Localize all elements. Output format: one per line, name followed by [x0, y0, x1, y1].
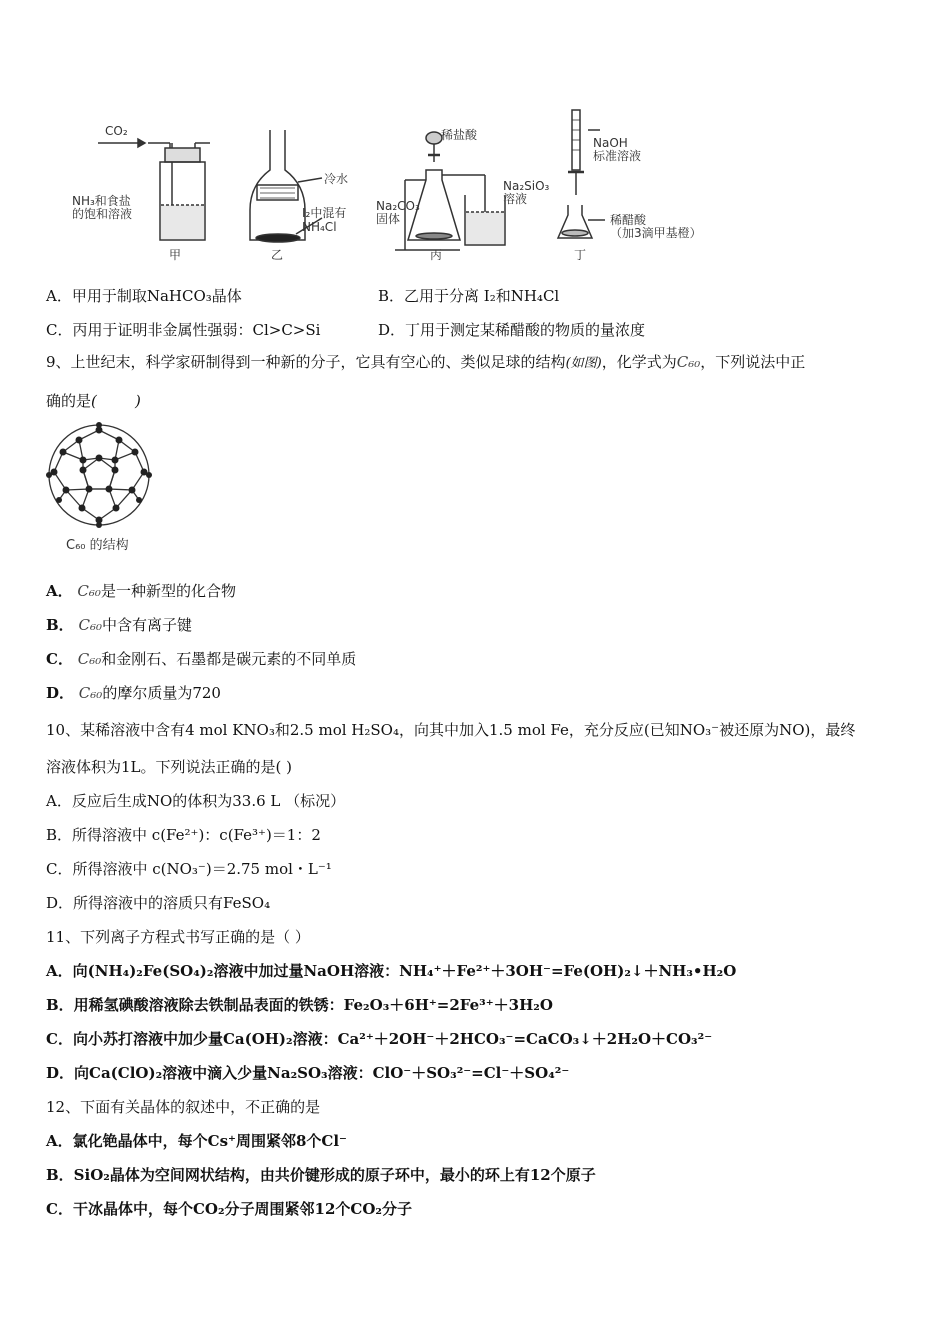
bing-label: 丙 [430, 248, 443, 262]
q10-option-c: C．所得溶液中 c(NO₃⁻)＝2.75 mol・L⁻¹ [46, 860, 332, 878]
q9-answer-blank: ( ) [91, 392, 141, 410]
q9-option-b-formula: C₆₀ [78, 616, 102, 634]
q10-option-d: D．所得溶液中的溶质只有FeSO₄ [46, 894, 271, 912]
yi-label: 乙 [271, 248, 284, 262]
q9-option-c-text: 和金刚石、石墨都是碳元素的不同单质 [101, 650, 357, 668]
q9-figure-ref: (如图) [565, 356, 602, 371]
apparatus-ding [558, 110, 605, 238]
jia-label: 甲 [169, 248, 182, 262]
yi-water-label: 冷水 [324, 172, 349, 186]
q12-stem: 12、下面有关晶体的叙述中，不正确的是 [46, 1098, 321, 1116]
yi-mixture-label: I₂中混有 NH₄Cl [302, 206, 347, 234]
q8-option-d: D．丁用于测定某稀醋酸的物质的量浓度 [378, 321, 646, 339]
q9-option-d [46, 683, 221, 703]
q9-option-c-formula: C₆₀ [77, 650, 102, 668]
q9-option-a [46, 581, 236, 601]
q10-option-a: A．反应后生成NO的体积为33.6 L （标况） [46, 792, 346, 810]
jia-solution-label: NH₃和食盐 的饱和溶液 [72, 194, 133, 221]
q11-option-c: C．向小苏打溶液中加少量Ca(OH)₂溶液：Ca²⁺＋2OH⁻＋2HCO₃⁻=CaCO₃↓＋2H₂O＋CO₃²⁻ [46, 1030, 713, 1048]
q12-option-b: B．SiO₂晶体为空间网状结构，由共价键形成的原子环中，最小的环上有12个原子 [46, 1166, 596, 1184]
q11-option-a: A．向(NH₄)₂Fe(SO₄)₂溶液中加过量NaOH溶液：NH₄⁺＋Fe²⁺＋3OH⁻=Fe(OH)₂↓＋NH₃•H₂O [46, 962, 737, 980]
ding-label: 丁 [574, 248, 587, 262]
q9-option-c [46, 649, 356, 669]
ding-analyte-label: 稀醋酸 （加3滴甲基橙） [610, 213, 702, 240]
q9-option-b-letter: B． [46, 616, 74, 634]
q11-option-b: B．用稀氢碘酸溶液除去铁制品表面的铁锈：Fe₂O₃＋6H⁺=2Fe³⁺＋3H₂O [46, 996, 553, 1014]
q9-option-d-text: 的摩尔质量为720 [102, 684, 221, 702]
q8-option-b: B．乙用于分离 I₂和NH₄Cl [378, 287, 560, 305]
q10-stem-line1: 10、某稀溶液中含有4 mol KNO₃和2.5 mol H₂SO₄，向其中加入1.5 mol Fe，充分反应(已知NO₃⁻被还原为NO)，最终 [46, 721, 856, 739]
c60-caption: C₆₀ 的结构 [66, 538, 129, 553]
q9-option-d-letter: D． [46, 684, 75, 702]
q9-stem-text: 9、上世纪末，科学家研制得到一种新的分子，它具有空心的、类似足球的结构 [46, 353, 566, 371]
q12-option-c: C．干冰晶体中，每个CO₂分子周围紧邻12个CO₂分子 [46, 1200, 412, 1218]
q10-stem-line2: 溶液体积为1L。下列说法正确的是( ) [46, 758, 292, 776]
c60-structure-image [44, 420, 154, 530]
q9-stem-line2 [46, 391, 141, 411]
bing-solid-label: Na₂CO₃ 固体 [376, 199, 420, 226]
q9-stem-text-2: ，化学式为 [601, 353, 677, 371]
q9-option-d-formula: C₆₀ [78, 684, 103, 702]
apparatus-figure [60, 100, 720, 270]
q9-option-a-text: 是一种新型的化合物 [100, 582, 236, 600]
q8-option-a: A．甲用于制取NaHCO₃晶体 [46, 287, 242, 305]
apparatus-jia [98, 139, 210, 240]
q11-option-d: D．向Ca(ClO)₂溶液中滴入少量Na₂SO₃溶液：ClO⁻＋SO₃²⁻=Cl⁻＋SO₄²⁻ [46, 1064, 570, 1082]
q9-stem-text-4: 确的是 [46, 392, 92, 410]
apparatus-bing [395, 132, 505, 250]
bing-acid-label: 稀盐酸 [441, 128, 478, 142]
q10-option-b: B．所得溶液中 c(Fe²⁺)：c(Fe³⁺)＝1：2 [46, 826, 321, 844]
q9-stem-line1 [46, 352, 805, 374]
q9-option-b-text: 中含有离子键 [101, 616, 192, 634]
q9-option-b [46, 615, 192, 635]
ding-titrant-label: NaOH 标准溶液 [593, 136, 642, 163]
q12-option-a: A．氯化铯晶体中，每个Cs⁺周围紧邻8个Cl⁻ [46, 1132, 347, 1150]
q9-option-c-letter: C． [46, 650, 73, 668]
q11-stem: 11、下列离子方程式书写正确的是（ ） [46, 928, 310, 946]
q9-stem-text-3: ，下列说法中正 [700, 353, 806, 371]
bing-solution-label: Na₂SiO₃ 溶液 [503, 179, 550, 206]
q8-option-c: C．丙用于证明非金属性强弱：Cl>C>Si [46, 321, 321, 339]
jia-gas-label: CO₂ [105, 124, 128, 138]
q9-option-a-letter: A． [46, 582, 73, 600]
q9-formula: C₆₀ [676, 353, 701, 371]
q9-option-a-formula: C₆₀ [77, 582, 101, 600]
